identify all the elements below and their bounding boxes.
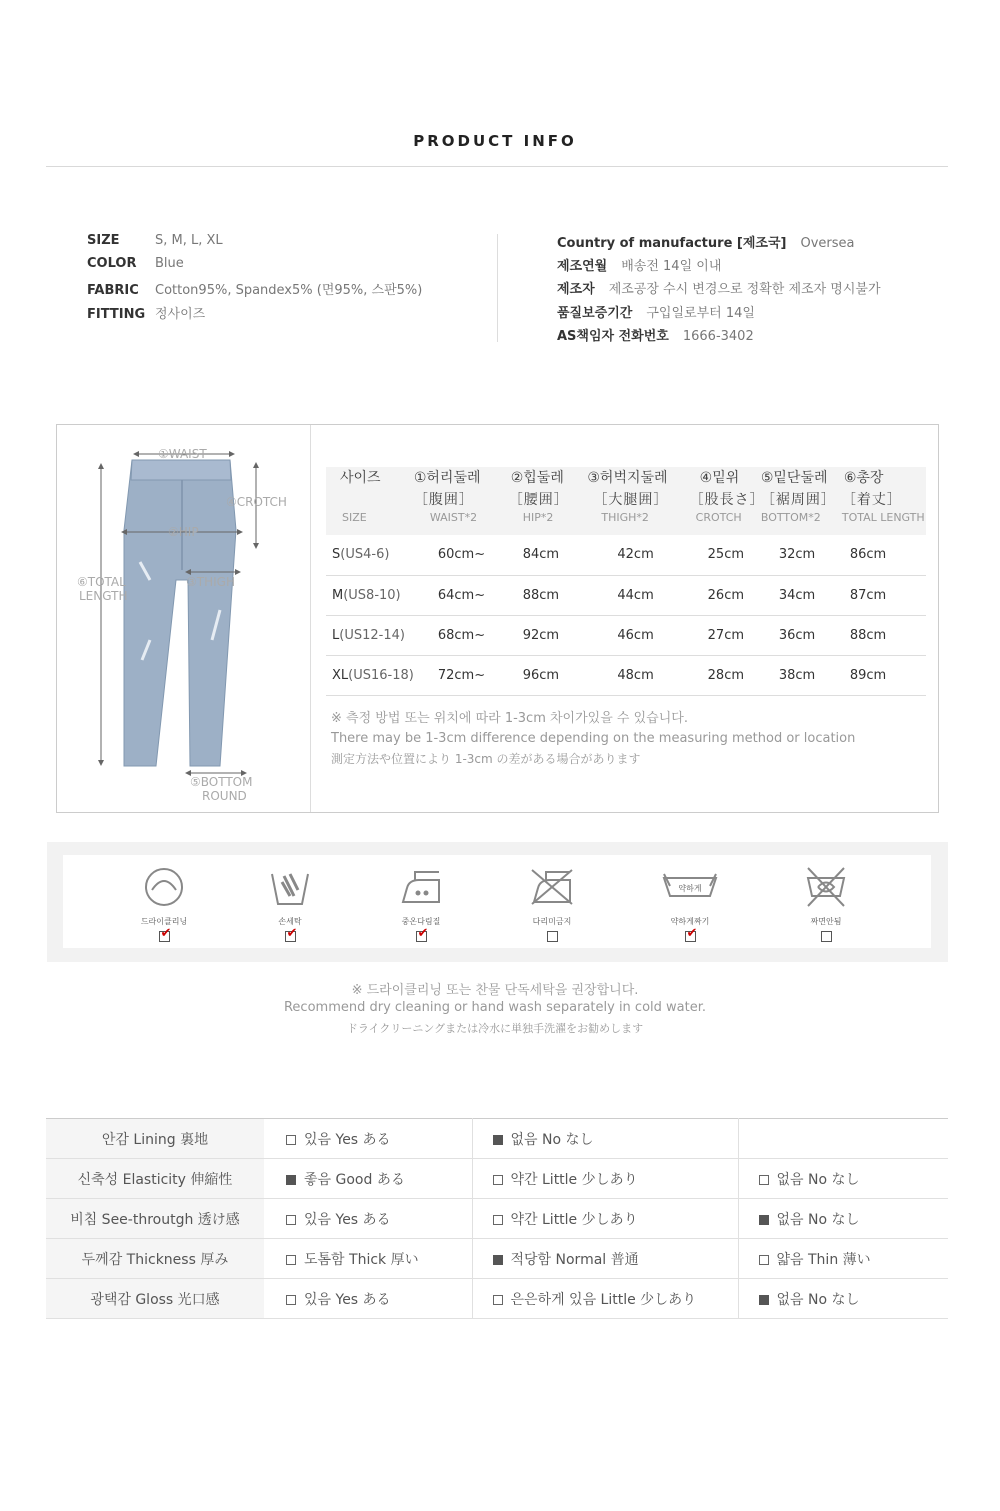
cell-length: 86cm xyxy=(842,535,926,575)
table-row xyxy=(326,615,926,655)
us-size: (US16-18) xyxy=(348,667,414,683)
th-thigh-kr: ③허벅지둘레 xyxy=(587,470,668,486)
info-fabric: FABRIC Cotton95%, Spandex5% (면95%, 스판5%) xyxy=(87,283,423,298)
care-label: 손세탁 xyxy=(278,917,302,926)
size-cell: S xyxy=(332,547,341,563)
table-row xyxy=(46,1239,948,1279)
label-hip: ②HIP xyxy=(168,525,199,539)
checkbox xyxy=(759,1175,769,1185)
material-option: 적당함 Normal 普通 xyxy=(472,1239,738,1279)
hand-wash-icon xyxy=(268,866,312,908)
material-option: 은은하게 있음 Little 少しあり xyxy=(472,1279,738,1319)
info-color: COLOR Blue xyxy=(87,256,184,271)
material-label: 광택감 Gloss 光口感 xyxy=(46,1279,264,1319)
th-waist-en: WAIST*2 xyxy=(429,511,478,524)
care-item xyxy=(255,866,325,946)
table-row xyxy=(46,1199,948,1239)
size-cell: XL xyxy=(332,667,349,683)
us-size: (US8-10) xyxy=(343,587,401,603)
checkbox xyxy=(493,1175,503,1185)
cell-hip: 88cm xyxy=(509,575,588,615)
th-crotch-en: CROTCH xyxy=(695,511,742,524)
page-title: PRODUCT INFO xyxy=(413,132,577,150)
cell-bottom: 32cm xyxy=(761,535,842,575)
cell-hip: 96cm xyxy=(509,655,588,695)
th-length-kr: ⑥총장 xyxy=(843,470,884,486)
label-crotch: ④CROTCH xyxy=(226,495,287,509)
info-country: Country of manufacture [제조국] Oversea xyxy=(557,236,855,251)
material-option: 좋음 Good ある xyxy=(264,1159,472,1199)
care-label: 짜면안됨 xyxy=(810,917,842,926)
th-bottom-cjk: ［裾周囲］ xyxy=(760,492,836,508)
label-bottom-2: ROUND xyxy=(202,789,247,803)
care-item xyxy=(517,866,587,946)
info-fitting: FITTING 정사이즈 xyxy=(87,307,206,322)
material-option: 있음 Yes ある xyxy=(264,1119,472,1159)
cell-crotch: 25cm xyxy=(690,535,761,575)
th-hip-kr: ②힙둘레 xyxy=(510,470,564,486)
size-note-en: There may be 1-3cm difference depending on the measuring method or location xyxy=(331,731,856,746)
cell-hip: 92cm xyxy=(509,615,588,655)
dry-clean-icon xyxy=(142,866,186,908)
cell-thigh: 48cm xyxy=(587,655,689,695)
cell-crotch: 26cm xyxy=(690,575,761,615)
info-as-phone: AS책임자 전화번호 1666-3402 xyxy=(557,329,754,344)
label-bottom-1: ⑤BOTTOM xyxy=(190,775,253,789)
table-row xyxy=(326,575,926,615)
info-manufacturer: 제조자 제조공장 수시 변경으로 정확한 제조자 명시불가 xyxy=(557,282,881,297)
cell-bottom: 38cm xyxy=(761,655,842,695)
care-item xyxy=(129,866,199,946)
cell-crotch: 28cm xyxy=(690,655,761,695)
material-option: 얇음 Thin 薄い xyxy=(738,1239,948,1279)
th-thigh-en: THIGH*2 xyxy=(601,511,649,524)
material-label: 신축성 Elasticity 伸縮性 xyxy=(46,1159,264,1199)
th-crotch-kr: ④밑위 xyxy=(699,470,740,486)
label-total-1: ⑥TOTAL xyxy=(77,575,126,589)
th-waist-cjk: ［腹囲］ xyxy=(413,492,474,508)
care-note-kr: ※ 드라이클리닝 또는 찬물 단독세탁을 권장합니다. xyxy=(351,983,639,998)
care-item xyxy=(791,866,861,946)
checkbox xyxy=(286,1135,296,1145)
cell-thigh: 42cm xyxy=(587,535,689,575)
cell-hip: 84cm xyxy=(509,535,588,575)
th-bottom-kr: ⑤밑단둘레 xyxy=(760,470,828,486)
cell-waist: 72cm~ xyxy=(414,655,509,695)
material-label: 안감 Lining 裏地 xyxy=(46,1119,264,1159)
size-cell: M xyxy=(332,587,344,603)
material-option: 약간 Little 少しあり xyxy=(472,1159,738,1199)
size-table xyxy=(326,467,926,696)
no-iron-icon xyxy=(530,866,574,908)
table-row xyxy=(46,1159,948,1199)
care-label: 드라이클리닝 xyxy=(140,917,188,926)
care-checkbox xyxy=(416,931,427,942)
care-item xyxy=(386,866,456,946)
th-hip-en: HIP*2 xyxy=(522,511,554,524)
checkbox xyxy=(286,1255,296,1265)
cell-waist: 60cm~ xyxy=(414,535,509,575)
cell-bottom: 34cm xyxy=(761,575,842,615)
care-note-jp: ドライクリーニングまたは冷水に単独手洗濯をお勧めします xyxy=(346,1022,644,1035)
th-thigh-cjk: ［大腿囲］ xyxy=(593,492,669,508)
table-row xyxy=(46,1119,948,1159)
iron-medium-icon xyxy=(399,866,443,908)
info-mfg-date: 제조연월 배송전 14일 이내 xyxy=(557,259,722,274)
checkbox xyxy=(286,1175,296,1185)
cell-thigh: 46cm xyxy=(587,615,689,655)
material-option: 있음 Yes ある xyxy=(264,1279,472,1319)
material-option: 없음 No なし xyxy=(738,1159,948,1199)
no-wring-icon xyxy=(804,866,848,908)
material-option xyxy=(738,1119,948,1159)
care-checkbox xyxy=(285,931,296,942)
title-divider xyxy=(46,166,948,167)
checkbox xyxy=(759,1295,769,1305)
label-total-2: LENGTH xyxy=(79,589,128,603)
us-size: (US12-14) xyxy=(339,627,405,643)
checkbox xyxy=(493,1255,503,1265)
material-option: 있음 Yes ある xyxy=(264,1199,472,1239)
th-size-cjk xyxy=(326,489,414,511)
checkbox xyxy=(493,1135,503,1145)
th-length-en: TOTAL LENGTH xyxy=(841,511,925,524)
cell-waist: 68cm~ xyxy=(414,615,509,655)
info-warranty: 품질보증기간 구입일로부터 14일 xyxy=(557,306,755,321)
material-option: 없음 No なし xyxy=(472,1119,738,1159)
size-chart-divider xyxy=(310,425,311,812)
care-label: 중온다림질 xyxy=(401,917,441,926)
th-length-cjk: ［着丈］ xyxy=(841,492,902,508)
cell-length: 89cm xyxy=(842,655,926,695)
cell-length: 87cm xyxy=(842,575,926,615)
care-item xyxy=(655,866,725,946)
th-hip-cjk: ［腰囲］ xyxy=(508,492,569,508)
th-bottom-en: BOTTOM*2 xyxy=(760,511,821,524)
svg-text:약하게: 약하게 xyxy=(678,884,702,893)
size-note-kr: ※ 측정 방법 또는 위치에 따라 1-3cm 차이가있을 수 있습니다. xyxy=(331,711,688,726)
checkbox xyxy=(759,1255,769,1265)
label-waist: ①WAIST xyxy=(158,447,207,461)
th-crotch-cjk: ［股長さ］ xyxy=(689,492,765,508)
material-label: 비침 See-throutgh 透け感 xyxy=(46,1199,264,1239)
label-thigh: ③THIGH xyxy=(186,575,235,589)
material-option: 없음 No なし xyxy=(738,1199,948,1239)
th-size-en: SIZE xyxy=(342,511,367,524)
wring-gently-icon xyxy=(660,866,720,908)
cell-thigh: 44cm xyxy=(587,575,689,615)
material-option: 도톰함 Thick 厚い xyxy=(264,1239,472,1279)
care-checkbox xyxy=(547,931,558,942)
table-row xyxy=(326,535,926,575)
checkbox xyxy=(286,1295,296,1305)
checkbox xyxy=(286,1215,296,1225)
care-checkbox xyxy=(821,931,832,942)
cell-bottom: 36cm xyxy=(761,615,842,655)
cell-crotch: 27cm xyxy=(690,615,761,655)
table-row xyxy=(46,1279,948,1319)
us-size: (US4-6) xyxy=(340,547,390,563)
care-checkbox xyxy=(159,931,170,942)
table-row xyxy=(326,655,926,695)
size-note-jp: 測定方法や位置により 1-3cm の差がある場合があります xyxy=(331,752,641,766)
size-cell: L xyxy=(332,627,340,643)
info-size: SIZE S, M, L, XL xyxy=(87,233,223,248)
checkbox xyxy=(493,1215,503,1225)
material-option: 약간 Little 少しあり xyxy=(472,1199,738,1239)
info-divider xyxy=(497,234,498,342)
cell-length: 88cm xyxy=(842,615,926,655)
care-note-en: Recommend dry cleaning or hand wash separately in cold water. xyxy=(283,1000,706,1015)
care-checkbox xyxy=(685,931,696,942)
th-size-kr: 사이즈 xyxy=(340,470,381,486)
checkbox xyxy=(759,1215,769,1225)
material-table xyxy=(46,1118,948,1319)
cell-waist: 64cm~ xyxy=(414,575,509,615)
th-waist-kr: ①허리둘레 xyxy=(413,470,481,486)
material-option: 없음 No なし xyxy=(738,1279,948,1319)
checkbox xyxy=(493,1295,503,1305)
care-label: 다리미금지 xyxy=(532,917,572,926)
material-label: 두께감 Thickness 厚み xyxy=(46,1239,264,1279)
care-label: 약하게짜기 xyxy=(670,917,710,926)
